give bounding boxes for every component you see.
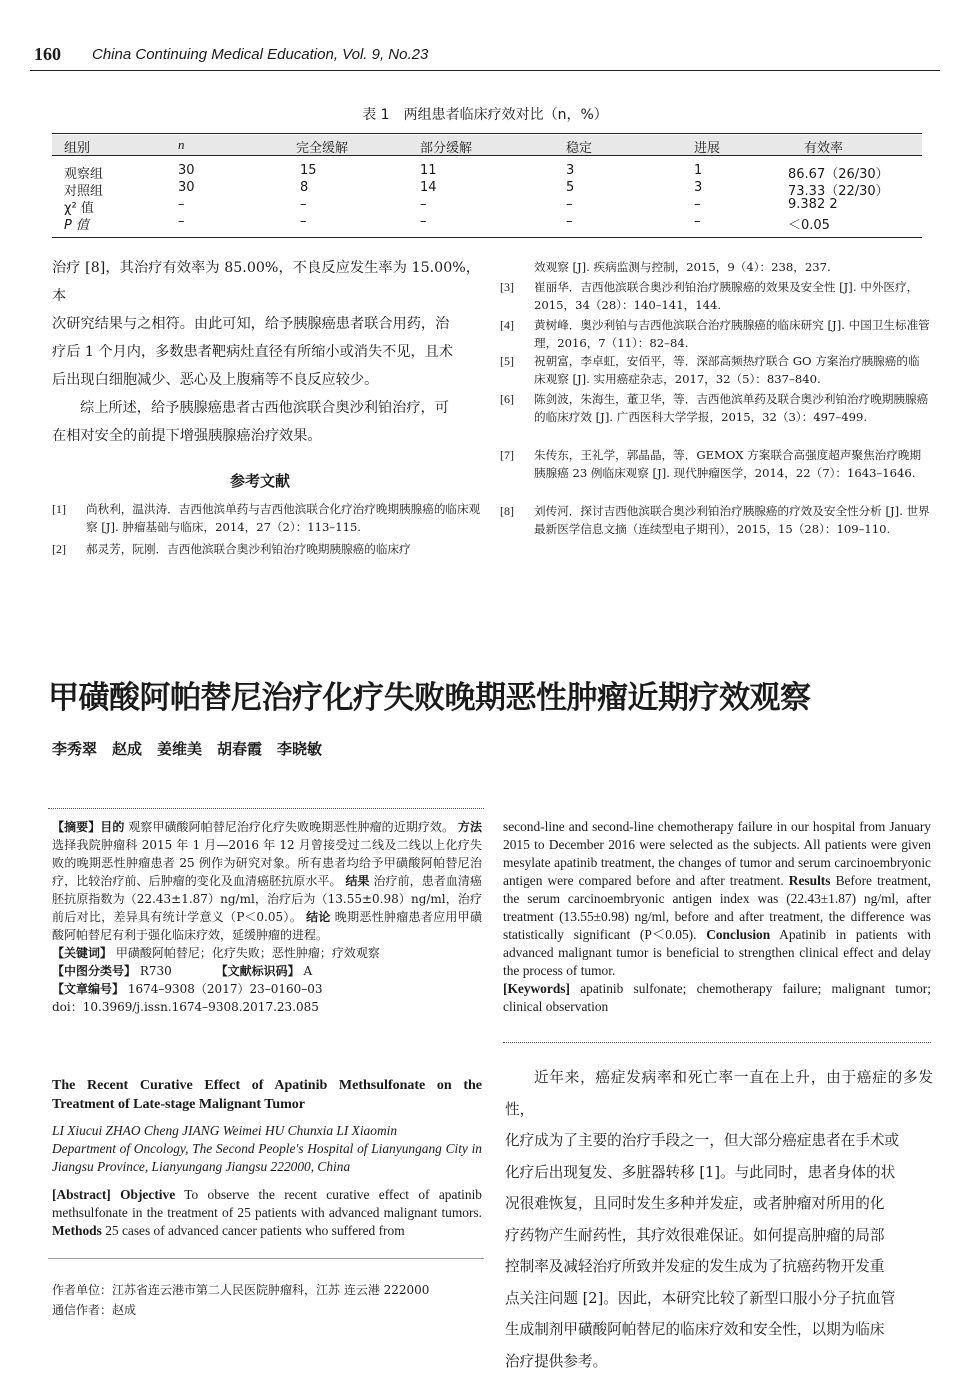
text-line: 后出现白细胞减少、恶心及上腹痛等不良反应较少。 [52,366,480,394]
text-line: 点关注问题 [2]。因此，本研究比较了新型口服小分子抗血管 [505,1283,933,1315]
table-header-cell: 部分缓解 [420,137,472,156]
reference-text: 尚秋利，温洪涛．吉西他滨单药与吉西他滨联合化疗治疗晚期胰腺癌的临床观察 [J]. 肿瘤基础与临床，2014，27（2）：113–115. [86,500,482,536]
article-authors: 李秀翠 赵成 姜维美 胡春霞 李晓敏 [52,738,322,759]
reference-number: [8] [500,502,514,520]
doc-code-label: 【文献标识码】 [216,964,300,978]
text-line: 生成制剂甲磺酸阿帕替尼的临床疗效和安全性，以期为临床 [505,1314,933,1346]
keywords-label: 【关键词】 [52,946,112,960]
table-cell: – [420,197,427,212]
text-line: 综上所述，给予胰腺癌患者古西他滨联合奥沙利铂治疗，可 [52,394,480,422]
article-title: 甲磺酸阿帕替尼治疗化疗失败晚期恶性肿瘤近期疗效观察 [48,672,811,717]
reference-item [500,446,930,482]
methods-text-continued: second-line and second-line chemotherapy failure in our hospital from January 2015 to December 2016 were selected as the subjects. All patients were given mesylate apatinib treatment, the changes of tumor and serum carcinoembryonic antigen were compared before and after treatment. [503,819,931,888]
conclusion-text: Apatinib in patients with advanced malignant tumor is beneficial to strengthen clinical effect and delay the process of tumor. [503,927,931,978]
abstract-cn [52,818,482,1016]
reference-text: 黄树峰．奥沙利铂与吉西他滨联合治疗胰腺癌的临床研究 [J]. 中国卫生标准管理，2016，7（11）：82–84. [534,316,930,352]
text-line: 在相对安全的前提下增强胰腺癌治疗效果。 [52,422,480,450]
table-cell: – [566,214,573,229]
text-line: 况很难恢复，且同时发生多种并发症，或者肿瘤对所用的化 [505,1188,933,1220]
reference-number: [3] [500,278,514,296]
table-header-cell: 完全缓解 [296,137,348,156]
divider [48,808,484,809]
reference-text: 效观察 [J]. 疾病监测与控制，2015，9（4）：238，237. [534,258,930,276]
results-text: 治疗前，患者血清癌胚抗原指数为（22.43±1.87）ng/ml，治疗后为（13.55±0.98）ng/ml，治疗前后对比，差异具有统计学意义（P＜0.05）。 [52,874,482,924]
abstract-label: [Abstract] [52,1187,111,1202]
table-cell: 观察组 [64,163,103,182]
objective-text: To observe the recent curative effect of apatinib methsulfonate in the treatment of 25 patients with advanced malignant tumors. [52,1187,482,1220]
reference-number: [1] [52,500,66,518]
author-unit: 作者单位：江苏省连云港市第二人民医院肿瘤科，江苏 连云港 222000 [52,1280,492,1300]
table-cell: – [566,197,573,212]
table-cell: 8 [300,180,308,195]
table-cell: – [300,197,307,212]
reference-item [52,500,482,536]
table-cell: – [178,197,185,212]
table-cell: 15 [300,163,317,178]
table-cell: 86.67（26/30） [788,163,889,182]
english-authors: LI Xiucui ZHAO Cheng JIANG Weimei HU Chunxia LI Xiaomin [52,1122,482,1140]
table-header-cell: 有效率 [804,137,843,156]
reference-text: 陈剑波，朱海生，董卫华，等．吉西他滨单药及联合奥沙利铂治疗晚期胰腺癌的临床疗效 [J]. 广西医科大学学报，2015，32（3）：497–499. [534,390,930,426]
table-cell: 对照组 [64,180,103,199]
reference-number: [7] [500,446,514,464]
reference-number: [2] [52,540,66,558]
table-cell: – [694,197,701,212]
objective-label: Objective [120,1187,175,1202]
table-cell: 11 [420,163,437,178]
objective-label: 目的 [100,820,124,834]
text-line: 化疗成为了主要的治疗手段之一，但大部分癌症患者在手术或 [505,1125,933,1157]
reference-item [500,316,930,352]
english-affiliation: Department of Oncology, The Second People's Hospital of Lianyungang City in Jiangsu Province, Lianyungang Jiangsu 222000, China [52,1140,482,1176]
methods-label: Methods [52,1223,102,1238]
header-rule [30,70,940,71]
reference-text: 祝朝富，李卓虹，安佰平，等．深部高频热疗联合 GO 方案治疗胰腺癌的临床观察 [J]. 实用癌症杂志，2017，32（5）：837–840. [534,352,930,388]
reference-text: 刘传河．探讨吉西他滨联合奥沙利铂治疗胰腺癌的疗效及安全性分析 [J]. 世界最新医学信息文摘（连续型电子期刊），2015，15（28）：109–110. [534,502,930,538]
reference-item [500,278,930,314]
table-cell: – [300,214,307,229]
keywords-label: [Keywords] [503,981,570,996]
text-line: 近年来，癌症发病率和死亡率一直在上升，由于癌症的多发性， [505,1062,933,1125]
table-cell: – [178,214,185,229]
reference-number: [5] [500,352,514,370]
article-number-value: 1674–9308（2017）23–0160–03 [128,982,323,996]
table-caption: 表 1 两组患者临床疗效对比（n，%） [0,104,970,124]
doc-code-value: A [303,964,312,978]
text-line: 治疗提供参考。 [505,1346,933,1377]
table-cell: 73.33（22/30） [788,180,889,199]
keywords-text: apatinib sulfonate; chemotherapy failure; malignant tumor; clinical observation [503,981,931,1014]
table-header-cell: 组别 [64,137,90,156]
table-cell: 1 [694,163,702,178]
reference-number: [4] [500,316,514,334]
reference-item [500,352,930,388]
article-number-label: 【文章编号】 [52,982,124,996]
table-header-cell: 稳定 [566,137,592,156]
conclusion-label: 结论 [306,910,331,924]
corresponding-author: 通信作者：赵成 [52,1300,492,1320]
conclusion-label: Conclusion [706,927,770,942]
text-line: 控制率及减轻治疗所致并发症的发生成为了抗癌药物开发重 [505,1251,933,1283]
table-cell: χ² 值 [64,197,94,216]
methods-text: 选择我院肿瘤科 2015 年 1 月—2016 年 12 月曾接受过二线及二线以上化疗失败的晚期恶性肿瘤患者 25 例作为研究对象。所有患者均给予甲磺酸阿帕替尼治疗，比较治疗前、后肿瘤的变化及血清癌胚抗原水平。 [52,838,482,888]
results-label: Results [789,873,831,888]
text-line: 疗药物产生耐药性，其疗效很难保证。如何提高肿瘤的局部 [505,1220,933,1252]
methods-label: 方法 [458,820,482,834]
table-cell: 14 [420,180,437,195]
reference-item [52,540,482,558]
abstract-label: 【摘要】 [52,820,100,834]
table-cell: P 值 [64,214,89,233]
footnote [52,1280,492,1320]
english-title: The Recent Curative Effect of Apatinib Methsulfonate on the Treatment of Late-stage Malignant Tumor [52,1076,482,1114]
table-bottom-rule [52,237,922,238]
journal-name: China Continuing Medical Education, Vol. 9, No.23 [92,46,428,63]
page-number: 160 [34,44,61,65]
text-line: 治疗 [8]，其治疗有效率为 85.00%，不良反应发生率为 15.00%，本 [52,254,480,310]
discussion-paragraph [52,254,480,450]
reference-continuation [500,258,930,276]
table-cell: 30 [178,180,195,195]
divider [503,1042,931,1043]
reference-text: 朱传东，王礼学，郭晶晶，等．GEMOX 方案联合高强度超声聚焦治疗晚期胰腺癌 23 例临床观察 [J]. 现代肿瘤医学，2014，22（7）：1643–1646. [534,446,930,482]
reference-item [500,390,930,426]
reference-text: 郝灵芳，阮刚．吉西他滨联合奥沙利铂治疗晚期胰腺癌的临床疗 [86,540,482,558]
table-header-cell: 进展 [694,137,720,156]
table-cell: 3 [566,163,574,178]
references-title: 参考文献 [230,470,290,491]
results-text: Before treatment, the serum carcinoembryonic antigen index was (22.43±1.87) ng/ml, after treatment (13.55±0.98) ng/ml, before and after treatment, the difference was statistically significant (P＜0.05). [503,873,931,942]
english-abstract-left [52,1186,482,1240]
table-cell: ＜0.05 [788,214,830,233]
text-line: 化疗后出现复发、多脏器转移 [1]。与此同时，患者身体的状 [505,1157,933,1189]
table-cell: 3 [694,180,702,195]
reference-item [500,502,930,538]
table-header-cell: n [178,137,185,153]
methods-text: 25 cases of advanced cancer patients who suffered from [105,1223,404,1238]
table-cell: 30 [178,163,195,178]
table-cell: 5 [566,180,574,195]
results-label: 结果 [345,874,369,888]
text-line: 疗后 1 个月内，多数患者靶病灶直径有所缩小或消失不见，且术 [52,338,480,366]
reference-number: [6] [500,390,514,408]
table-cell: 9.382 2 [788,197,838,212]
footnote-divider [48,1258,484,1259]
objective-text: 观察甲磺酸阿帕替尼治疗化疗失败晚期恶性肿瘤的近期疗效。 [128,820,454,834]
english-abstract-right [503,818,931,1016]
keywords-text: 甲磺酸阿帕替尼；化疗失败；恶性肿瘤；疗效观察 [116,946,380,960]
doi: doi：10.3969/j.issn.1674–9308.2017.23.085 [52,998,482,1016]
clc-label: 【中图分类号】 [52,964,136,978]
conclusion-text: 晚期恶性肿瘤患者应用甲磺酸阿帕替尼有利于强化临床疗效，延缓肿瘤的进程。 [52,910,482,942]
table-cell: – [420,214,427,229]
clc-value: R730 [140,964,172,978]
table-cell: – [694,214,701,229]
table-top-rule [52,133,922,134]
reference-text: 崔丽华．吉西他滨联合奥沙利铂治疗胰腺癌的效果及安全性 [J]. 中外医疗，2015，34（28）：140–141，144. [534,278,930,314]
table-header-rule [52,155,922,156]
intro-paragraph [505,1062,933,1377]
text-line: 次研究结果与之相符。由此可知，给予胰腺癌患者联合用药，治 [52,310,480,338]
